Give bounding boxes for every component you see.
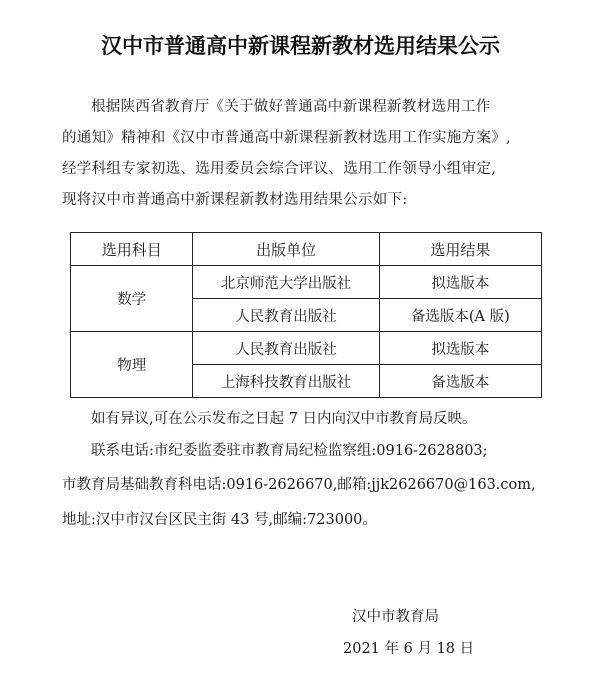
subject-cell: 物理 (71, 332, 193, 398)
result-cell: 备选版本(A 版) (379, 299, 541, 332)
publisher-cell: 人民教育出版社 (193, 299, 379, 332)
publisher-cell: 上海科技教育出版社 (193, 365, 379, 398)
intro-line: 根据陕西省教育厅《关于做好普通高中新课程新教材选用工作 (91, 99, 491, 115)
intro-line: 现将汉中市普通高中新课程新教材选用结果公示如下: (62, 192, 408, 208)
table-row (71, 332, 542, 365)
table-row (71, 266, 542, 299)
signature-date: 2021 年 6 月 18 日 (343, 641, 475, 657)
signature-org: 汉中市教育局 (352, 609, 439, 625)
result-cell: 备选版本 (379, 365, 541, 398)
contact-line-2: 市教育局基础教育科电话:0916-2626670,邮箱:jjk2626670@163.com, (62, 477, 536, 493)
publisher-cell: 人民教育出版社 (193, 332, 379, 365)
page-title: 汉中市普通高中新课程新教材选用结果公示 (101, 34, 500, 58)
header-result: 选用结果 (379, 233, 541, 266)
contact-line-1: 联系电话:市纪委监委驻市教育局纪检监察组:0916-2628803; (91, 443, 488, 459)
address-line: 地址:汉中市汉台区民主街 43 号,邮编:723000。 (62, 512, 377, 528)
publisher-cell: 北京师范大学出版社 (193, 266, 379, 299)
result-cell: 拟选版本 (379, 266, 541, 299)
intro-line: 经学科组专家初选、选用委员会综合评议、选用工作领导小组审定, (62, 161, 497, 177)
header-publisher: 出版单位 (193, 233, 379, 266)
table-header-row (71, 233, 542, 266)
header-subject: 选用科目 (71, 233, 193, 266)
subject-cell: 数学 (71, 266, 193, 332)
intro-paragraph (62, 92, 548, 216)
selection-table (70, 232, 542, 398)
objection-notice: 如有异议,可在公示发布之日起 7 日内向汉中市教育局反映。 (91, 411, 477, 427)
result-cell: 拟选版本 (379, 332, 541, 365)
intro-line: 的通知》精神和《汉中市普通高中新课程新教材选用工作实施方案》, (62, 130, 511, 146)
